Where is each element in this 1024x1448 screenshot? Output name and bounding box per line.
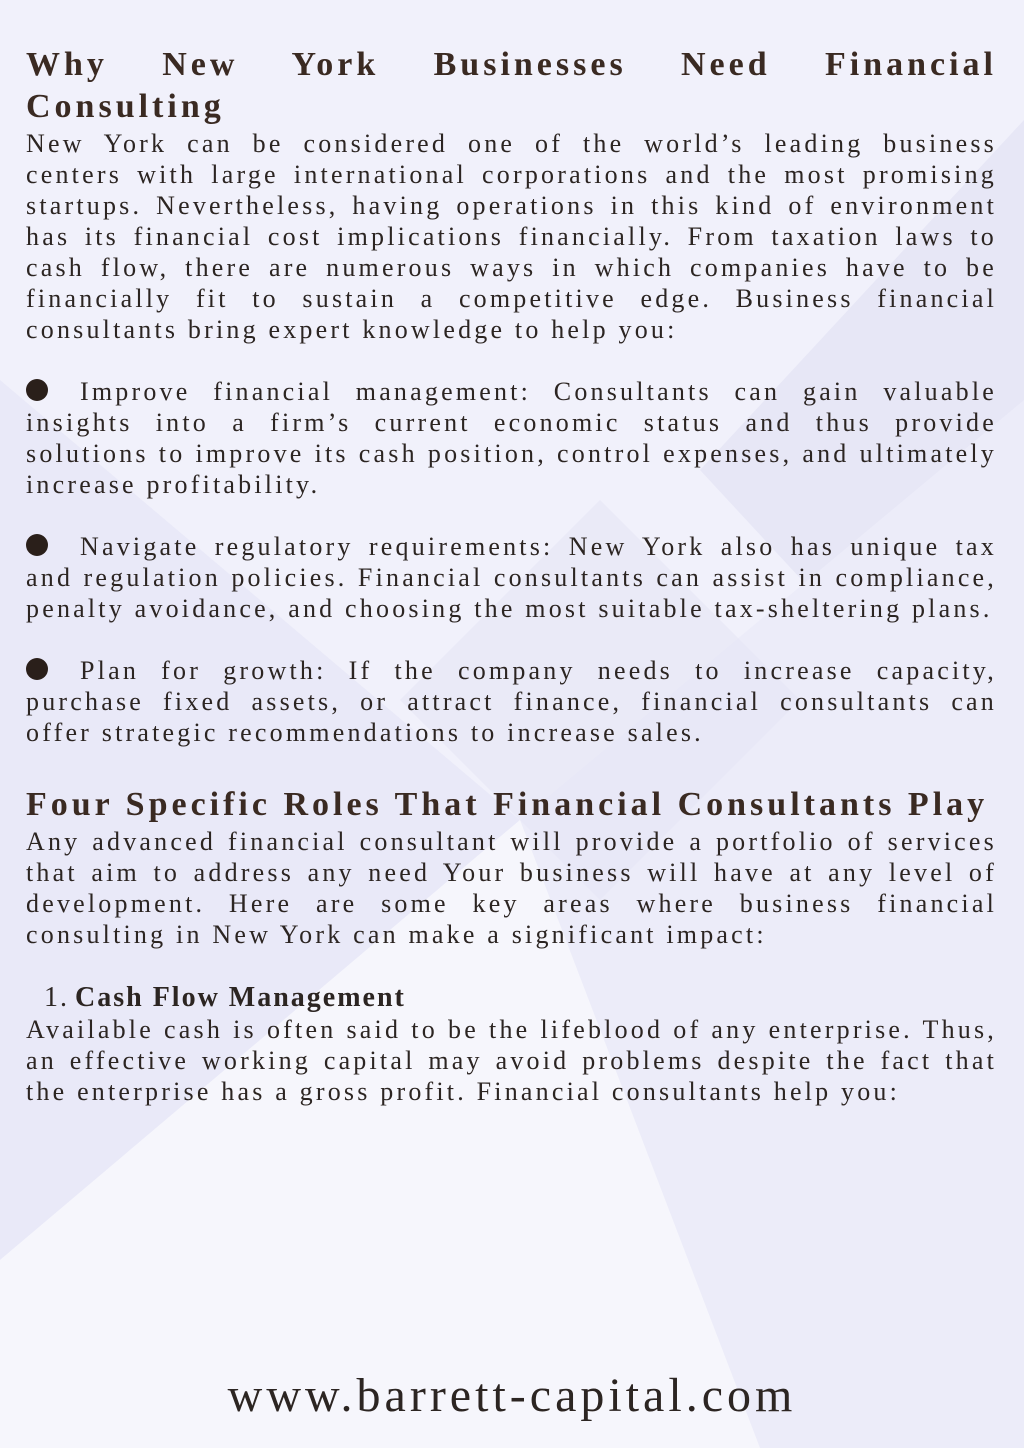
numbered-item-title — [44, 981, 997, 1014]
bullet-icon — [26, 658, 48, 680]
bullet-text: Navigate regulatory requirements: New York also has unique tax and regulation policies. Financial consultants can assist in compliance, penalty avoidance, and choosing the most suitable tax-sheltering plans. — [26, 532, 997, 623]
item-number: 1. — [44, 982, 69, 1013]
item-title: Cash Flow Management — [75, 982, 406, 1013]
section-heading-four-roles: Four Specific Roles That Financial Consultants Play — [26, 786, 989, 823]
section-intro-paragraph: Any advanced financial consultant will provide a portfolio of services that aim to address any need Your business will have at any level of development. Here are some key areas where business financial consulting in New York can make a significant impact: — [26, 827, 997, 949]
bullet-text: Plan for growth: If the company needs to increase capacity, purchase fixed assets, or attract finance, financial consultants can offer strategic recommendations to increase sales. — [26, 656, 997, 747]
bullet-item — [26, 655, 997, 748]
footer-website-url: www.barrett-capital.com — [227, 1369, 797, 1422]
section-heading-why-ny: Why New York Businesses Need Financial Consulting — [26, 46, 997, 125]
document-body — [26, 44, 997, 1107]
bullet-icon — [26, 534, 48, 556]
section-intro-paragraph: New York can be considered one of the world’s leading business centers with large international corporations and the most promising startups. Nevertheless, having operations in this kind of environment has its financial cost implications financially. From taxation laws to cash flow, there are numerous ways in which companies have to be financially fit to sustain a competitive edge. Business financial consultants bring expert knowledge to help you: — [26, 129, 997, 344]
bullet-text: Improve financial management: Consultants can gain valuable insights into a firm’s current economic status and thus provide solutions to improve its cash position, control expenses, and ultimately increase profitability. — [26, 377, 997, 499]
bullet-item — [26, 531, 997, 624]
bullet-item — [26, 376, 997, 500]
numbered-item-text: Available cash is often said to be the lifeblood of any enterprise. Thus, an effective working capital may avoid problems despite the fact that the enterprise has a gross profit. Financial consultants help you: — [26, 1015, 997, 1106]
bullet-icon — [26, 379, 48, 401]
